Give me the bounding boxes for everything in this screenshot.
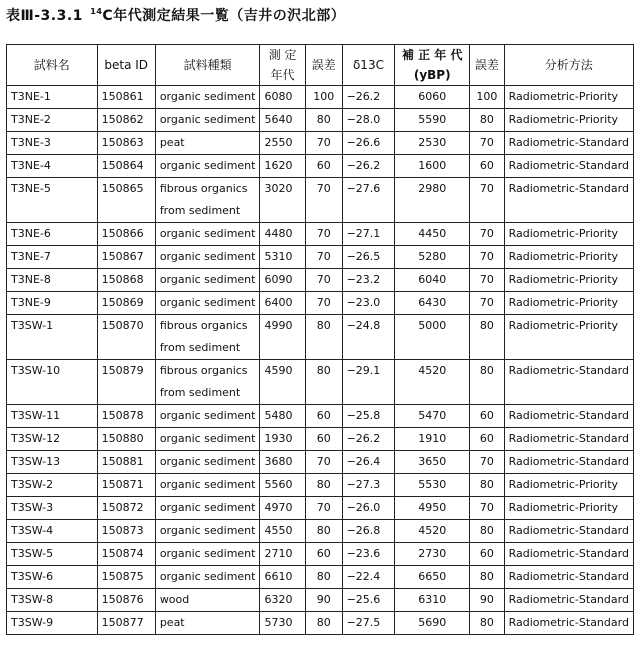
cell-beta-id: 150867 — [97, 246, 155, 269]
cell-method: Radiometric-Standard — [504, 360, 633, 405]
cell-beta-id: 150878 — [97, 405, 155, 428]
cell-material — [155, 132, 260, 155]
cell-method: Radiometric-Standard — [504, 612, 633, 635]
table-row — [7, 315, 634, 360]
cell-delta13c: −23.6 — [342, 543, 395, 566]
cell-corrected-age: 2980 — [395, 178, 470, 223]
cell-corrected-error: 70 — [470, 292, 505, 315]
cell-material — [155, 178, 260, 223]
table-row — [7, 589, 634, 612]
cell-corrected-error: 60 — [470, 405, 505, 428]
cell-corrected-age: 5590 — [395, 109, 470, 132]
cell-beta-id: 150869 — [97, 292, 155, 315]
cell-measured-age: 6320 — [260, 589, 305, 612]
cell-error: 70 — [305, 292, 342, 315]
cell-material — [155, 428, 260, 451]
cell-beta-id: 150873 — [97, 520, 155, 543]
cell-beta-id: 150864 — [97, 155, 155, 178]
table-row — [7, 520, 634, 543]
cell-sample: T3SW-11 — [7, 405, 98, 428]
cell-method: Radiometric-Standard — [504, 132, 633, 155]
cell-method: Radiometric-Standard — [504, 155, 633, 178]
table-row — [7, 223, 634, 246]
cell-error: 60 — [305, 155, 342, 178]
cell-material — [155, 451, 260, 474]
table-row — [7, 405, 634, 428]
caption-title: C年代測定結果一覧（吉井の沢北部） — [102, 8, 346, 24]
cell-delta13c: −24.8 — [342, 315, 395, 360]
cell-corrected-error: 80 — [470, 612, 505, 635]
cell-corrected-age: 1910 — [395, 428, 470, 451]
header-delta13c: δ13C — [342, 45, 395, 86]
cell-sample: T3SW-4 — [7, 520, 98, 543]
cell-error: 80 — [305, 520, 342, 543]
cell-method: Radiometric-Priority — [504, 497, 633, 520]
cell-material — [155, 589, 260, 612]
cell-material — [155, 497, 260, 520]
cell-measured-age: 5560 — [260, 474, 305, 497]
caption-prefix: 表Ⅲ-3.3.1 — [6, 8, 83, 24]
cell-method: Radiometric-Priority — [504, 86, 633, 109]
material-line: organic sediment — [159, 524, 256, 537]
material-line: organic sediment — [159, 455, 256, 468]
results-table — [6, 44, 634, 635]
cell-beta-id: 150871 — [97, 474, 155, 497]
cell-delta13c: −27.1 — [342, 223, 395, 246]
cell-method: Radiometric-Priority — [504, 292, 633, 315]
cell-corrected-age: 4520 — [395, 520, 470, 543]
cell-error: 60 — [305, 543, 342, 566]
table-row — [7, 269, 634, 292]
cell-delta13c: −26.8 — [342, 520, 395, 543]
cell-corrected-error: 70 — [470, 269, 505, 292]
cell-sample: T3NE-3 — [7, 132, 98, 155]
material-line: fibrous organics — [159, 364, 248, 377]
material-line: organic sediment — [159, 273, 256, 286]
cell-sample: T3NE-7 — [7, 246, 98, 269]
cell-method: Radiometric-Priority — [504, 109, 633, 132]
cell-material — [155, 269, 260, 292]
cell-sample: T3NE-1 — [7, 86, 98, 109]
cell-material — [155, 246, 260, 269]
cell-measured-age: 6080 — [260, 86, 305, 109]
cell-corrected-error: 70 — [470, 246, 505, 269]
cell-sample: T3SW-9 — [7, 612, 98, 635]
material-line: organic sediment — [159, 570, 256, 583]
cell-error: 70 — [305, 497, 342, 520]
cell-material — [155, 360, 260, 405]
cell-material — [155, 520, 260, 543]
cell-beta-id: 150879 — [97, 360, 155, 405]
material-line: organic sediment — [159, 227, 256, 240]
material-line: organic sediment — [159, 409, 256, 422]
cell-delta13c: −27.3 — [342, 474, 395, 497]
cell-delta13c: −23.2 — [342, 269, 395, 292]
cell-sample: T3NE-6 — [7, 223, 98, 246]
cell-corrected-age: 5690 — [395, 612, 470, 635]
header-corrected-error: 誤差 — [470, 45, 505, 86]
cell-measured-age: 6090 — [260, 269, 305, 292]
material-line: peat — [159, 616, 185, 629]
header-corrected-age — [395, 45, 470, 86]
cell-beta-id: 150868 — [97, 269, 155, 292]
cell-corrected-age: 6650 — [395, 566, 470, 589]
cell-corrected-error: 70 — [470, 132, 505, 155]
cell-corrected-age: 3650 — [395, 451, 470, 474]
isotope-superscript: 14 — [90, 7, 103, 16]
material-line: from sediment — [159, 204, 241, 217]
cell-material — [155, 566, 260, 589]
cell-delta13c: −26.2 — [342, 155, 395, 178]
cell-material — [155, 315, 260, 360]
table-row — [7, 451, 634, 474]
cell-sample: T3SW-10 — [7, 360, 98, 405]
material-line: organic sediment — [159, 547, 256, 560]
cell-beta-id: 150874 — [97, 543, 155, 566]
material-line: organic sediment — [159, 90, 256, 103]
cell-sample: T3NE-9 — [7, 292, 98, 315]
table-row — [7, 86, 634, 109]
cell-sample: T3NE-4 — [7, 155, 98, 178]
cell-delta13c: −26.0 — [342, 497, 395, 520]
cell-measured-age: 1930 — [260, 428, 305, 451]
cell-delta13c: −25.6 — [342, 589, 395, 612]
cell-material — [155, 405, 260, 428]
cell-error: 80 — [305, 315, 342, 360]
cell-corrected-age: 5470 — [395, 405, 470, 428]
header-measured-age-text: 測 定 年代 — [268, 48, 297, 82]
cell-corrected-error: 80 — [470, 315, 505, 360]
cell-corrected-error: 60 — [470, 155, 505, 178]
material-line: organic sediment — [159, 478, 256, 491]
cell-delta13c: −29.1 — [342, 360, 395, 405]
cell-error: 70 — [305, 246, 342, 269]
material-line: organic sediment — [159, 159, 256, 172]
cell-method: Radiometric-Standard — [504, 451, 633, 474]
cell-corrected-error: 60 — [470, 543, 505, 566]
cell-material — [155, 86, 260, 109]
cell-delta13c: −26.2 — [342, 428, 395, 451]
header-corrected-age-text: 補 正 年 代(yBP) — [401, 48, 463, 82]
cell-sample: T3SW-12 — [7, 428, 98, 451]
cell-corrected-age: 6310 — [395, 589, 470, 612]
cell-error: 80 — [305, 109, 342, 132]
cell-sample: T3SW-6 — [7, 566, 98, 589]
material-line: organic sediment — [159, 296, 256, 309]
cell-corrected-error: 80 — [470, 520, 505, 543]
table-row — [7, 428, 634, 451]
material-line: peat — [159, 136, 185, 149]
cell-material — [155, 155, 260, 178]
cell-corrected-age: 4450 — [395, 223, 470, 246]
cell-corrected-age: 5000 — [395, 315, 470, 360]
cell-error: 70 — [305, 132, 342, 155]
table-row — [7, 543, 634, 566]
cell-method: Radiometric-Standard — [504, 566, 633, 589]
cell-measured-age: 4590 — [260, 360, 305, 405]
cell-measured-age: 4550 — [260, 520, 305, 543]
cell-corrected-error: 80 — [470, 566, 505, 589]
cell-error: 90 — [305, 589, 342, 612]
table-row — [7, 474, 634, 497]
header-method: 分析方法 — [504, 45, 633, 86]
material-line: from sediment — [159, 341, 241, 354]
cell-sample: T3SW-1 — [7, 315, 98, 360]
cell-error: 70 — [305, 269, 342, 292]
cell-corrected-error: 80 — [470, 360, 505, 405]
header-beta-id: beta ID — [97, 45, 155, 86]
cell-sample: T3SW-8 — [7, 589, 98, 612]
cell-beta-id: 150866 — [97, 223, 155, 246]
cell-sample: T3SW-13 — [7, 451, 98, 474]
cell-sample: T3NE-5 — [7, 178, 98, 223]
cell-method: Radiometric-Standard — [504, 589, 633, 612]
cell-beta-id: 150870 — [97, 315, 155, 360]
cell-corrected-age: 4950 — [395, 497, 470, 520]
table-row — [7, 497, 634, 520]
cell-measured-age: 4990 — [260, 315, 305, 360]
cell-sample: T3NE-2 — [7, 109, 98, 132]
header-material: 試料種類 — [155, 45, 260, 86]
cell-corrected-error: 70 — [470, 178, 505, 223]
cell-beta-id: 150863 — [97, 132, 155, 155]
cell-corrected-age: 4520 — [395, 360, 470, 405]
cell-delta13c: −23.0 — [342, 292, 395, 315]
cell-sample: T3SW-2 — [7, 474, 98, 497]
cell-delta13c: −27.5 — [342, 612, 395, 635]
table-row — [7, 292, 634, 315]
material-line: fibrous organics — [159, 182, 248, 195]
cell-beta-id: 150875 — [97, 566, 155, 589]
cell-delta13c: −26.2 — [342, 86, 395, 109]
cell-beta-id: 150880 — [97, 428, 155, 451]
cell-sample: T3SW-5 — [7, 543, 98, 566]
cell-error: 80 — [305, 360, 342, 405]
cell-corrected-age: 1600 — [395, 155, 470, 178]
cell-material — [155, 612, 260, 635]
cell-corrected-age: 6060 — [395, 86, 470, 109]
cell-sample: T3SW-3 — [7, 497, 98, 520]
cell-material — [155, 292, 260, 315]
table-row — [7, 612, 634, 635]
cell-corrected-error: 70 — [470, 451, 505, 474]
material-line: organic sediment — [159, 501, 256, 514]
cell-beta-id: 150862 — [97, 109, 155, 132]
cell-error: 70 — [305, 178, 342, 223]
table-row — [7, 132, 634, 155]
cell-corrected-age: 2530 — [395, 132, 470, 155]
table-row — [7, 360, 634, 405]
cell-method: Radiometric-Priority — [504, 269, 633, 292]
cell-measured-age: 5310 — [260, 246, 305, 269]
cell-method: Radiometric-Priority — [504, 474, 633, 497]
table-caption — [6, 5, 345, 25]
cell-measured-age: 4480 — [260, 223, 305, 246]
cell-method: Radiometric-Priority — [504, 246, 633, 269]
cell-measured-age: 2710 — [260, 543, 305, 566]
cell-corrected-error: 80 — [470, 109, 505, 132]
cell-beta-id: 150872 — [97, 497, 155, 520]
cell-corrected-age: 2730 — [395, 543, 470, 566]
cell-method: Radiometric-Standard — [504, 520, 633, 543]
cell-measured-age: 5480 — [260, 405, 305, 428]
cell-beta-id: 150865 — [97, 178, 155, 223]
cell-measured-age: 3020 — [260, 178, 305, 223]
cell-delta13c: −26.5 — [342, 246, 395, 269]
cell-corrected-error: 100 — [470, 86, 505, 109]
cell-measured-age: 2550 — [260, 132, 305, 155]
table-row — [7, 178, 634, 223]
table-row — [7, 246, 634, 269]
cell-delta13c: −25.8 — [342, 405, 395, 428]
material-line: from sediment — [159, 386, 241, 399]
cell-material — [155, 223, 260, 246]
material-line: fibrous organics — [159, 319, 248, 332]
cell-delta13c: −28.0 — [342, 109, 395, 132]
table-row — [7, 155, 634, 178]
cell-material — [155, 543, 260, 566]
cell-error: 80 — [305, 566, 342, 589]
cell-measured-age: 4970 — [260, 497, 305, 520]
material-line: organic sediment — [159, 113, 256, 126]
cell-delta13c: −26.4 — [342, 451, 395, 474]
cell-corrected-age: 6040 — [395, 269, 470, 292]
header-measured-age — [260, 45, 305, 86]
cell-beta-id: 150861 — [97, 86, 155, 109]
cell-corrected-error: 90 — [470, 589, 505, 612]
cell-measured-age: 6610 — [260, 566, 305, 589]
cell-delta13c: −26.6 — [342, 132, 395, 155]
cell-error: 60 — [305, 428, 342, 451]
table-row — [7, 109, 634, 132]
cell-corrected-error: 70 — [470, 223, 505, 246]
cell-method: Radiometric-Standard — [504, 428, 633, 451]
cell-error: 70 — [305, 223, 342, 246]
cell-beta-id: 150881 — [97, 451, 155, 474]
cell-error: 80 — [305, 612, 342, 635]
cell-measured-age: 6400 — [260, 292, 305, 315]
cell-error: 70 — [305, 451, 342, 474]
cell-material — [155, 474, 260, 497]
cell-delta13c: −27.6 — [342, 178, 395, 223]
cell-measured-age: 1620 — [260, 155, 305, 178]
table-row — [7, 566, 634, 589]
cell-method: Radiometric-Priority — [504, 315, 633, 360]
header-error: 誤差 — [305, 45, 342, 86]
cell-sample: T3NE-8 — [7, 269, 98, 292]
cell-delta13c: −22.4 — [342, 566, 395, 589]
cell-beta-id: 150876 — [97, 589, 155, 612]
cell-beta-id: 150877 — [97, 612, 155, 635]
cell-corrected-error: 60 — [470, 428, 505, 451]
cell-error: 80 — [305, 474, 342, 497]
cell-method: Radiometric-Priority — [504, 223, 633, 246]
cell-measured-age: 5640 — [260, 109, 305, 132]
cell-corrected-error: 70 — [470, 497, 505, 520]
cell-error: 100 — [305, 86, 342, 109]
cell-corrected-age: 6430 — [395, 292, 470, 315]
material-line: organic sediment — [159, 250, 256, 263]
cell-measured-age: 3680 — [260, 451, 305, 474]
cell-corrected-age: 5280 — [395, 246, 470, 269]
cell-method: Radiometric-Standard — [504, 178, 633, 223]
cell-method: Radiometric-Standard — [504, 405, 633, 428]
table-body — [7, 86, 634, 635]
cell-corrected-age: 5530 — [395, 474, 470, 497]
cell-measured-age: 5730 — [260, 612, 305, 635]
material-line: organic sediment — [159, 432, 256, 445]
cell-error: 60 — [305, 405, 342, 428]
header-sample: 試料名 — [7, 45, 98, 86]
header-row — [7, 45, 634, 86]
cell-method: Radiometric-Standard — [504, 543, 633, 566]
cell-corrected-error: 80 — [470, 474, 505, 497]
cell-material — [155, 109, 260, 132]
material-line: wood — [159, 593, 190, 606]
